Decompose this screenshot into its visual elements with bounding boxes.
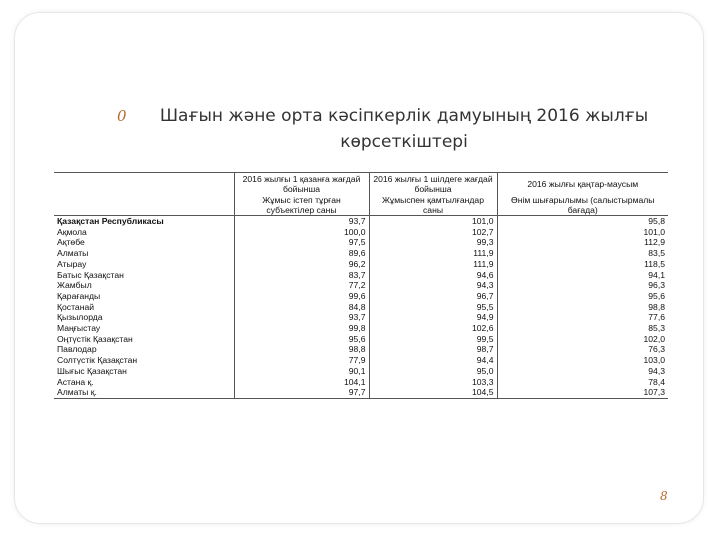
value-cell-col2: 99,5 (369, 334, 497, 345)
value-cell-col1: 98,8 (234, 344, 369, 355)
header-top-col2: 2016 жылғы 1 шілдеге жағдай бойынша (369, 173, 497, 196)
value-cell-col2: 94,9 (369, 312, 497, 323)
table-row (54, 280, 668, 291)
value-cell-col1: 90,1 (234, 366, 369, 377)
region-cell: Атырау (57, 258, 87, 269)
table-row (54, 216, 668, 227)
table-row (54, 291, 668, 302)
region-cell: Шығыс Қазақстан (57, 365, 127, 376)
value-cell-col3: 85,3 (497, 323, 668, 334)
value-cell-col2: 99,3 (369, 237, 497, 248)
value-cell-col3: 96,3 (497, 280, 668, 291)
value-cell-col1: 77,9 (234, 355, 369, 366)
table-row (54, 323, 668, 334)
table-row (54, 387, 668, 398)
page-number: 8 (660, 489, 668, 503)
value-cell-col2: 102,7 (369, 227, 497, 238)
value-cell-col1: 104,1 (234, 377, 369, 388)
value-cell-col1: 97,5 (234, 237, 369, 248)
value-cell-col3: 112,9 (497, 237, 668, 248)
header-region-blank (54, 173, 234, 196)
table-row (54, 237, 668, 248)
sme-indicators-table (54, 172, 668, 399)
value-cell-col3: 98,8 (497, 302, 668, 313)
header-top-col1: 2016 жылғы 1 қазанға жағдай бойынша (234, 173, 369, 196)
sme-indicators-table-wrap (54, 172, 668, 399)
value-cell-col1: 84,8 (234, 302, 369, 313)
table-row (54, 227, 668, 238)
value-cell-col3: 107,3 (497, 387, 668, 398)
header-top-col3: 2016 жылғы қаңтар-маусым (497, 173, 668, 196)
region-cell: Оңтүстік Қазақстан (57, 333, 133, 344)
value-cell-col3: 101,0 (497, 227, 668, 238)
table-header-row-top (54, 173, 668, 196)
table-row (54, 248, 668, 259)
value-cell-col3: 103,0 (497, 355, 668, 366)
value-cell-col2: 95,5 (369, 302, 497, 313)
value-cell-col3: 77,6 (497, 312, 668, 323)
value-cell-col2: 103,3 (369, 377, 497, 388)
value-cell-col1: 99,6 (234, 291, 369, 302)
region-cell: Қызылорда (57, 312, 103, 323)
region-cell: Жамбыл (57, 280, 92, 291)
value-cell-col2: 96,7 (369, 291, 497, 302)
table-row (54, 344, 668, 355)
value-cell-col2: 111,9 (369, 248, 497, 259)
value-cell-col1: 95,6 (234, 334, 369, 345)
value-cell-col1: 93,7 (234, 312, 369, 323)
value-cell-col1: 96,2 (234, 259, 369, 270)
value-cell-col1: 99,8 (234, 323, 369, 334)
value-cell-col2: 95,0 (369, 366, 497, 377)
value-cell-col2: 94,4 (369, 355, 497, 366)
table-row (54, 259, 668, 270)
title-line-1: Шағын және орта кәсіпкерлік дамуының 2016 жылғы (159, 106, 649, 126)
value-cell-col1: 77,2 (234, 280, 369, 291)
table-row (54, 270, 668, 281)
table-row (54, 334, 668, 345)
value-cell-col2: 94,6 (369, 270, 497, 281)
region-cell: Ақмола (57, 226, 87, 237)
value-cell-col3: 83,5 (497, 248, 668, 259)
header-sub-col1: Жұмыс істеп тұрған субъектілер саны (234, 195, 369, 216)
value-cell-col2: 101,0 (369, 216, 497, 227)
value-cell-col2: 102,6 (369, 323, 497, 334)
value-cell-col1: 89,6 (234, 248, 369, 259)
slide-title (134, 103, 674, 155)
table-header-row-sub (54, 195, 668, 216)
region-cell: Астана қ. (57, 376, 94, 387)
table-row (54, 377, 668, 388)
region-cell: Қазақстан Республикасы (57, 216, 164, 226)
title-line-2: көрсеткіштері (340, 132, 468, 152)
region-cell: Алматы қ. (54, 387, 234, 398)
table-body (54, 216, 668, 399)
header-sub-col2: Жұмыспен қамтылғандар саны (369, 195, 497, 216)
table-row (54, 312, 668, 323)
region-cell: Батыс Қазақстан (57, 269, 124, 280)
value-cell-col3: 95,8 (497, 216, 668, 227)
value-cell-col1: 97,7 (234, 387, 369, 398)
value-cell-col3: 95,6 (497, 291, 668, 302)
value-cell-col1: 83,7 (234, 270, 369, 281)
value-cell-col2: 111,9 (369, 259, 497, 270)
region-cell: Алматы (57, 248, 89, 259)
table-row (54, 366, 668, 377)
title-bullet: 0 (117, 107, 127, 125)
region-cell: Маңғыстау (57, 323, 101, 334)
value-cell-col2: 94,3 (369, 280, 497, 291)
header-sub-blank (54, 195, 234, 216)
value-cell-col3: 94,1 (497, 270, 668, 281)
table-row (54, 355, 668, 366)
value-cell-col3: 118,5 (497, 259, 668, 270)
region-cell: Павлодар (57, 344, 97, 355)
value-cell-col3: 78,4 (497, 377, 668, 388)
header-sub-col3: Өнім шығарылымы (салыстырмалы бағада) (497, 195, 668, 216)
region-cell: Қарағанды (57, 290, 101, 301)
value-cell-col3: 94,3 (497, 366, 668, 377)
region-cell: Ақтөбе (57, 237, 85, 248)
region-cell: Қостанай (57, 301, 95, 312)
value-cell-col1: 100,0 (234, 227, 369, 238)
value-cell-col2: 104,5 (369, 387, 497, 398)
value-cell-col3: 76,3 (497, 344, 668, 355)
region-cell: Солтүстік Қазақстан (57, 355, 138, 366)
value-cell-col1: 93,7 (234, 216, 369, 227)
value-cell-col2: 98,7 (369, 344, 497, 355)
value-cell-col3: 102,0 (497, 334, 668, 345)
table-row (54, 302, 668, 313)
